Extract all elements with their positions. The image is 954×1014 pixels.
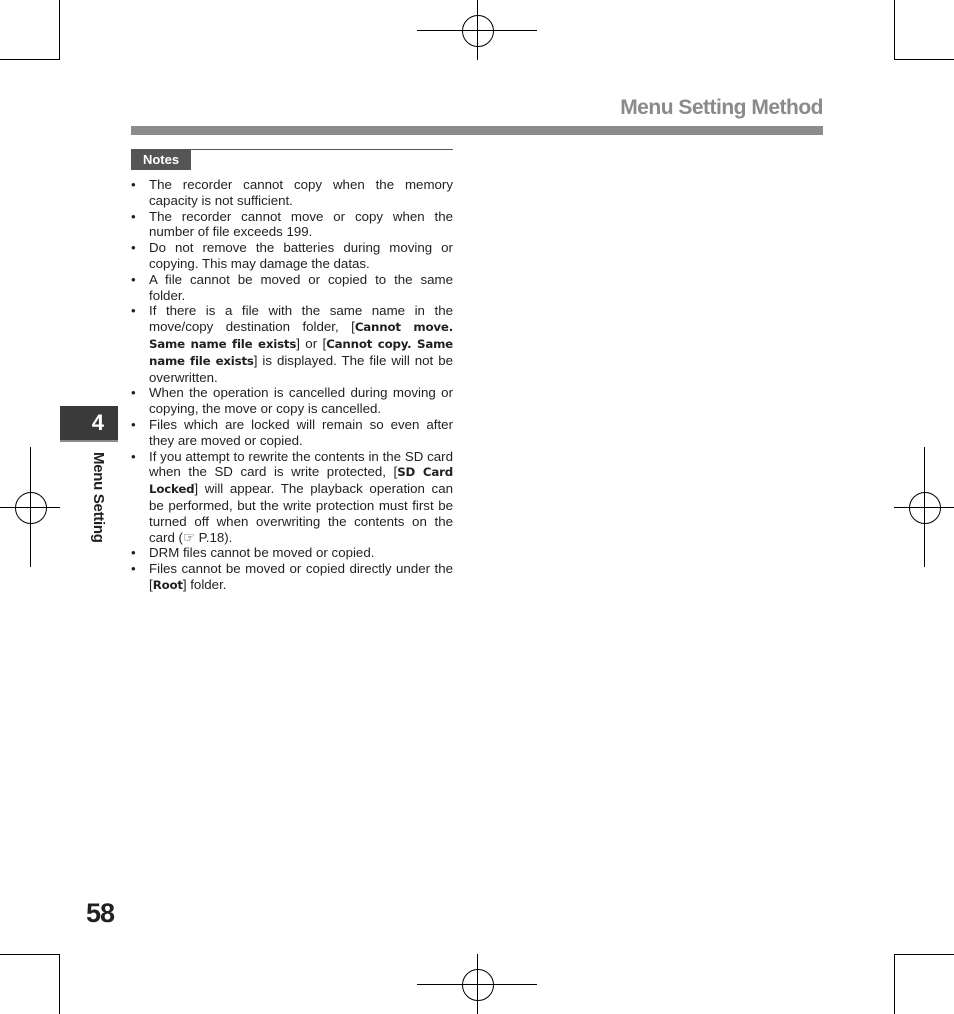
registration-circle	[15, 492, 47, 524]
crop-mark	[894, 0, 895, 60]
list-item: • DRM files cannot be moved or copied.	[131, 545, 453, 561]
list-item: • The recorder cannot copy when the memory capacity is not sufficient.	[131, 177, 453, 209]
list-item: • The recorder cannot move or copy when the number of file exceeds 199.	[131, 209, 453, 241]
message-text: Root	[152, 577, 183, 592]
message-text: Cannot copy. Same name file exists	[149, 336, 453, 368]
chapter-tab-edge	[60, 440, 118, 442]
registration-circle	[462, 969, 494, 1001]
registration-circle	[462, 15, 494, 47]
list-item: • Files cannot be moved or copied directly under the [Root] folder.	[131, 561, 453, 594]
list-item: • If there is a file with the same name in the move/copy destination folder, [Cannot move. Same name file exists] or [Cannot copy. Same name file exists] is displayed. The file will not be overwritten.	[131, 303, 453, 385]
notes-list	[131, 177, 453, 594]
chapter-label: Menu Setting	[90, 452, 107, 543]
crop-mark	[0, 59, 60, 60]
list-item: • Files which are locked will remain so even after they are moved or copied.	[131, 417, 453, 449]
crop-mark	[59, 0, 60, 60]
notes-label: Notes	[131, 150, 191, 170]
page-number: 58	[86, 898, 115, 928]
header-rule	[131, 126, 823, 135]
crop-mark	[894, 954, 954, 955]
list-item: • If you attempt to rewrite the contents in the SD card when the SD card is write protected, [SD Card Locked] will appear. The playback operation can be performed, but the write protection must first be turned off when overwriting the contents on the card (☞ P.18).	[131, 449, 453, 546]
message-text: SD Card Locked	[149, 465, 453, 497]
list-item: • When the operation is cancelled during moving or copying, the move or copy is cancelled.	[131, 385, 453, 417]
list-item: • A file cannot be moved or copied to the same folder.	[131, 272, 453, 304]
list-item: • Do not remove the batteries during moving or copying. This may damage the datas.	[131, 240, 453, 272]
registration-circle	[909, 492, 941, 524]
message-text: Cannot move. Same name file exists	[149, 320, 453, 351]
chapter-tab: 4	[60, 406, 118, 440]
crop-mark	[894, 954, 895, 1014]
crop-mark	[894, 59, 954, 60]
crop-mark	[59, 954, 60, 1014]
section-title: Menu Setting Method	[620, 96, 823, 119]
crop-mark	[0, 954, 60, 955]
